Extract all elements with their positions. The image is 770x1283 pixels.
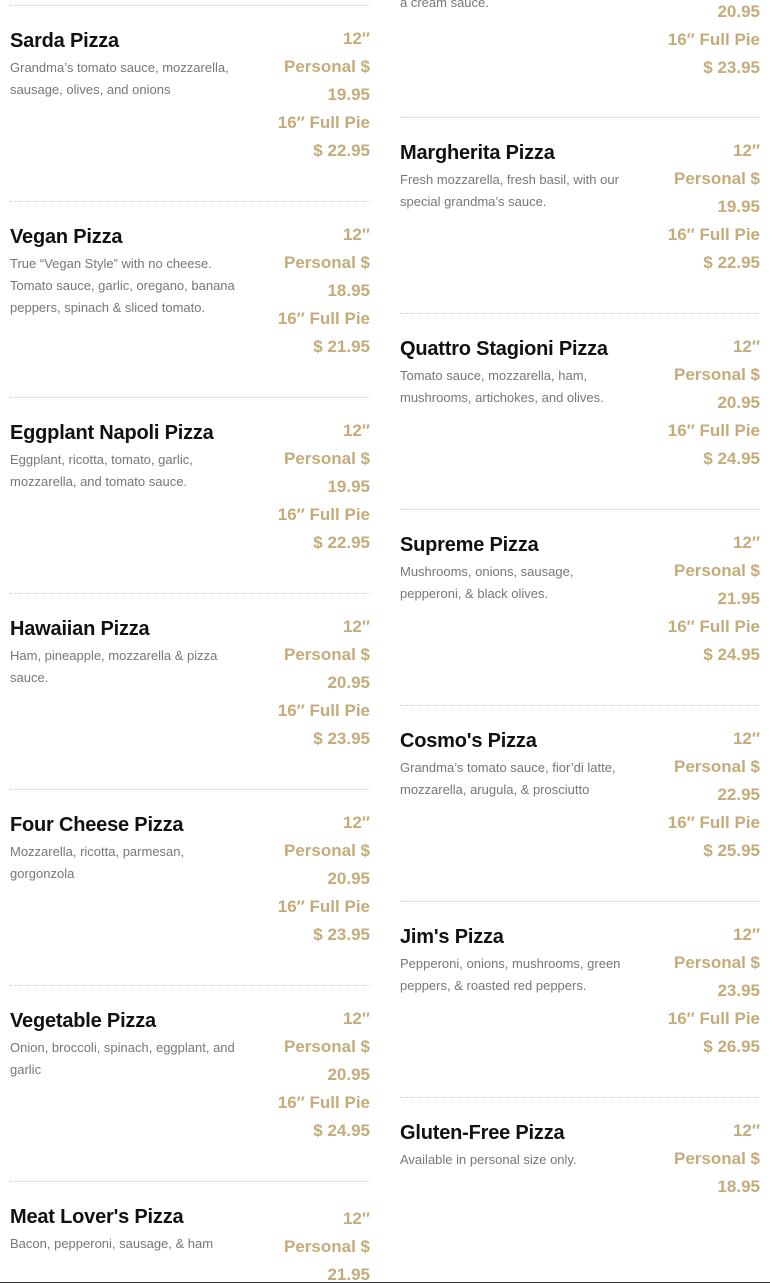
item-name: Four Cheese Pizza bbox=[10, 814, 184, 836]
item-name: Vegetable Pizza bbox=[10, 1010, 156, 1032]
divider bbox=[10, 5, 370, 6]
full-price: $ 23.95 bbox=[313, 925, 370, 944]
personal-price: 20.95 bbox=[327, 1065, 370, 1084]
personal-label: Personal $ bbox=[284, 57, 370, 76]
item-name: Quattro Stagioni Pizza bbox=[400, 338, 608, 360]
size-personal: 12″ bbox=[732, 141, 760, 160]
divider bbox=[400, 901, 760, 902]
divider bbox=[400, 705, 760, 706]
full-label: 16″ Full Pie bbox=[667, 225, 760, 244]
personal-label: Personal $ bbox=[284, 449, 370, 468]
menu-item-cosmos-pizza bbox=[400, 729, 760, 925]
divider bbox=[400, 1097, 760, 1098]
menu-item-vegan-pizza bbox=[10, 225, 370, 421]
full-label: 16″ Full Pie bbox=[277, 1093, 370, 1112]
personal-label: Personal $ bbox=[674, 1149, 760, 1168]
size-personal: 12″ bbox=[732, 1121, 760, 1140]
item-description: Grandma’s tomato sauce, fior’di latte, mozzarella, arugula, & prosciutto bbox=[400, 760, 616, 797]
divider bbox=[400, 509, 760, 510]
item-name: Gluten-Free Pizza bbox=[400, 1122, 565, 1144]
full-label: 16″ Full Pie bbox=[277, 309, 370, 328]
full-price: $ 24.95 bbox=[313, 1121, 370, 1140]
item-description: Mushrooms, onions, sausage, pepperoni, & black olives. bbox=[400, 564, 574, 601]
item-name: Hawaiian Pizza bbox=[10, 618, 150, 640]
item-description: Grandma’s tomato sauce, mozzarella, sausage, olives, and onions bbox=[10, 60, 229, 97]
item-description: Tomato sauce, mozzarella, ham, mushrooms, artichokes, and olives. bbox=[400, 368, 604, 405]
item-prices bbox=[260, 1005, 370, 1145]
size-personal: 12″ bbox=[732, 533, 760, 552]
item-description: Fresh mozzarella, fresh basil, with our special grandma’s sauce. bbox=[400, 172, 619, 209]
menu-item-four-cheese-pizza bbox=[10, 813, 370, 1009]
item-prices bbox=[260, 221, 370, 361]
divider bbox=[10, 397, 370, 398]
personal-label: Personal $ bbox=[284, 841, 370, 860]
item-prices bbox=[650, 137, 760, 277]
full-label: 16″ Full Pie bbox=[667, 30, 760, 49]
menu-item-meat-lovers-pizza bbox=[10, 1205, 370, 1283]
menu-item-eggplant-napoli-pizza bbox=[10, 421, 370, 617]
full-label: 16″ Full Pie bbox=[277, 897, 370, 916]
item-prices bbox=[650, 921, 760, 1061]
divider bbox=[10, 201, 370, 202]
personal-label: Personal $ bbox=[284, 645, 370, 664]
full-price: $ 21.95 bbox=[313, 337, 370, 356]
personal-price: 20.95 bbox=[717, 393, 760, 412]
personal-price: 22.95 bbox=[717, 785, 760, 804]
divider bbox=[10, 789, 370, 790]
personal-price: 20.95 bbox=[327, 673, 370, 692]
personal-label: Personal $ bbox=[674, 169, 760, 188]
item-name: Vegan Pizza bbox=[10, 226, 123, 248]
item-description: True “Vegan Style” with no cheese. Tomato sauce, garlic, oregano, banana peppers, spinach & sliced tomato. bbox=[10, 256, 235, 315]
full-label: 16″ Full Pie bbox=[667, 813, 760, 832]
full-label: 16″ Full Pie bbox=[277, 701, 370, 720]
item-name: Eggplant Napoli Pizza bbox=[10, 422, 214, 444]
full-label: 16″ Full Pie bbox=[667, 617, 760, 636]
item-prices bbox=[260, 613, 370, 753]
item-prices bbox=[260, 809, 370, 949]
item-prices bbox=[650, 529, 760, 669]
full-price: $ 24.95 bbox=[703, 645, 760, 664]
item-description: Mozzarella, ricotta, parmesan, gorgonzola bbox=[10, 844, 185, 881]
personal-price: 19.95 bbox=[717, 197, 760, 216]
personal-label: Personal $ bbox=[284, 253, 370, 272]
personal-price: 21.95 bbox=[327, 1265, 370, 1283]
divider bbox=[10, 985, 370, 986]
full-label: 16″ Full Pie bbox=[277, 505, 370, 524]
personal-price: 23.95 bbox=[717, 981, 760, 1000]
item-description: Available in personal size only. bbox=[400, 1152, 577, 1167]
divider bbox=[400, 313, 760, 314]
item-name: Meat Lover's Pizza bbox=[10, 1206, 184, 1228]
item-prices bbox=[650, 333, 760, 473]
size-personal: 12″ bbox=[342, 225, 370, 244]
item-description: Ham, pineapple, mozzarella & pizza sauce. bbox=[10, 648, 218, 685]
full-label: 16″ Full Pie bbox=[667, 421, 760, 440]
personal-label: Personal $ bbox=[674, 953, 760, 972]
full-label: 16″ Full Pie bbox=[277, 113, 370, 132]
personal-label: Personal $ bbox=[284, 1037, 370, 1056]
item-name: Sarda Pizza bbox=[10, 30, 119, 52]
menu-item-gluten-free-pizza bbox=[400, 1121, 760, 1211]
item-name: Supreme Pizza bbox=[400, 534, 539, 556]
menu-item-quattro-stagioni-pizza bbox=[400, 337, 760, 533]
item-prices bbox=[260, 1205, 370, 1283]
menu-item-jims-pizza bbox=[400, 925, 760, 1121]
item-name: Margherita Pizza bbox=[400, 142, 555, 164]
size-personal: 12″ bbox=[342, 1009, 370, 1028]
full-price: $ 22.95 bbox=[313, 533, 370, 552]
menu-item-margherita-pizza bbox=[400, 141, 760, 337]
full-price: $ 24.95 bbox=[703, 449, 760, 468]
full-price: $ 23.95 bbox=[313, 729, 370, 748]
divider bbox=[400, 117, 760, 118]
size-personal: 12″ bbox=[732, 729, 760, 748]
size-personal: 12″ bbox=[342, 421, 370, 440]
personal-label: Personal $ bbox=[674, 561, 760, 580]
full-price: $ 26.95 bbox=[703, 1037, 760, 1056]
size-personal: 12″ bbox=[732, 925, 760, 944]
item-name: Jim's Pizza bbox=[400, 926, 504, 948]
full-price: $ 23.95 bbox=[703, 58, 760, 77]
full-price: $ 25.95 bbox=[703, 841, 760, 860]
item-description: Eggplant, ricotta, tomato, garlic, mozzarella, and tomato sauce. bbox=[10, 452, 193, 489]
menu-item-hawaiian-pizza bbox=[10, 617, 370, 813]
personal-price: 21.95 bbox=[717, 589, 760, 608]
item-description: Onion, broccoli, spinach, eggplant, and garlic bbox=[10, 1040, 235, 1077]
personal-price: 19.95 bbox=[327, 477, 370, 496]
personal-price: 20.95 bbox=[717, 2, 760, 21]
personal-price: 20.95 bbox=[327, 869, 370, 888]
item-description: Bacon, pepperoni, sausage, & ham bbox=[10, 1236, 214, 1251]
menu-item-sarda-pizza bbox=[10, 29, 370, 225]
item-prices bbox=[650, 0, 760, 82]
divider bbox=[10, 593, 370, 594]
menu-item-supreme-pizza bbox=[400, 533, 760, 729]
personal-price: 18.95 bbox=[327, 281, 370, 300]
item-prices bbox=[260, 417, 370, 557]
personal-label: Personal $ bbox=[284, 1237, 370, 1256]
size-personal: 12″ bbox=[342, 813, 370, 832]
personal-price: 18.95 bbox=[717, 1177, 760, 1196]
size-personal: 12″ bbox=[342, 29, 370, 48]
personal-label: Personal $ bbox=[674, 365, 760, 384]
item-prices bbox=[650, 725, 760, 865]
item-prices bbox=[260, 25, 370, 165]
full-price: $ 22.95 bbox=[703, 253, 760, 272]
size-personal: 12″ bbox=[732, 337, 760, 356]
size-personal: 12″ bbox=[342, 1209, 370, 1228]
item-description: a cream sauce. bbox=[400, 0, 489, 10]
item-description: Pepperoni, onions, mushrooms, green peppers, & roasted red peppers. bbox=[400, 956, 621, 993]
personal-price: 19.95 bbox=[327, 85, 370, 104]
menu-item-vegetable-pizza bbox=[10, 1009, 370, 1205]
divider bbox=[10, 1181, 370, 1182]
size-personal: 12″ bbox=[342, 617, 370, 636]
item-name: Cosmo's Pizza bbox=[400, 730, 537, 752]
personal-label: Personal $ bbox=[674, 757, 760, 776]
full-label: 16″ Full Pie bbox=[667, 1009, 760, 1028]
full-price: $ 22.95 bbox=[313, 141, 370, 160]
item-prices bbox=[650, 1117, 760, 1201]
